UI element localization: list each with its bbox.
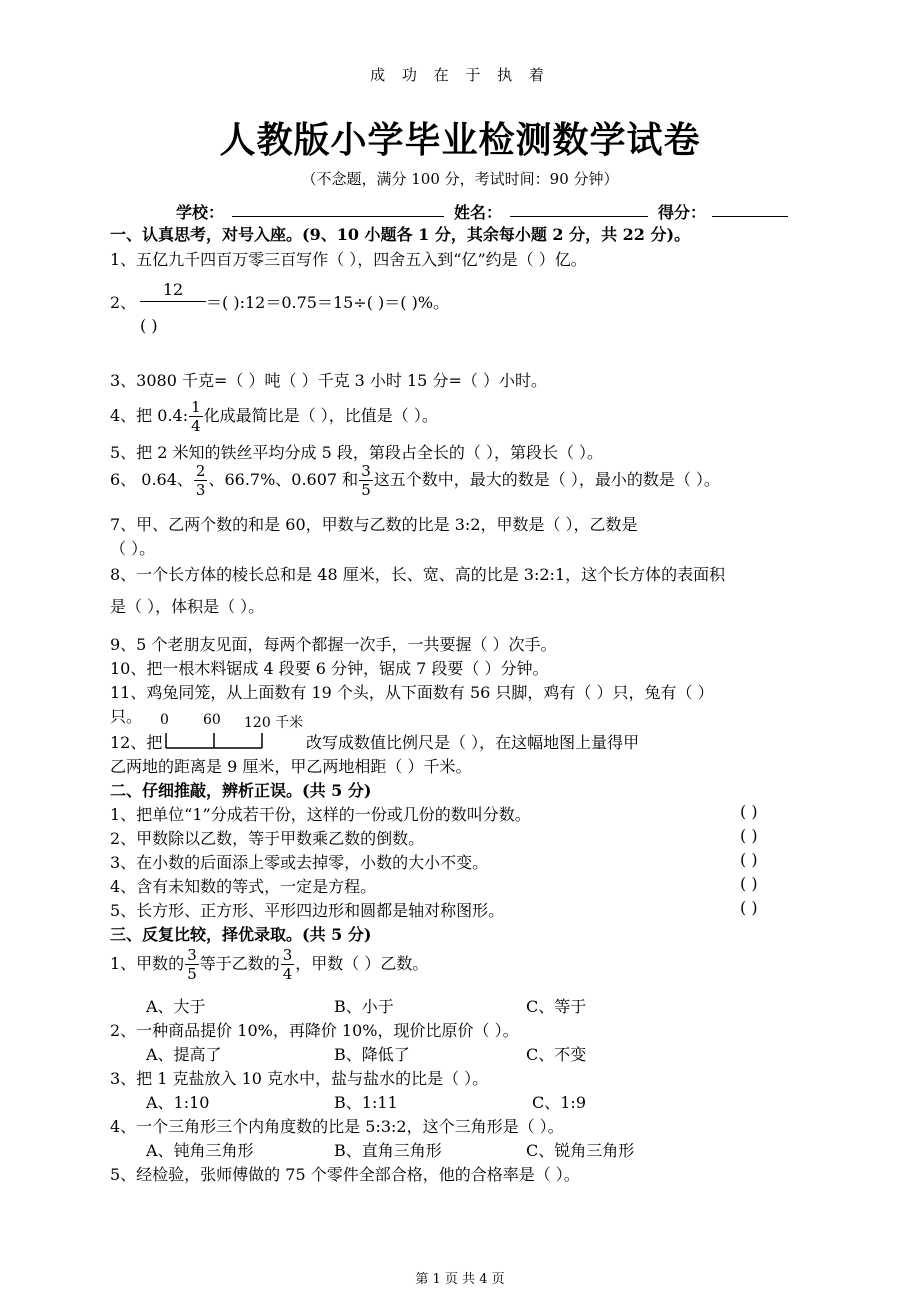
- q6-text-a: 6、 0.64、: [110, 470, 193, 489]
- section3-heading: 三、反复比较，择优录取。(共 5 分): [110, 925, 372, 944]
- name-label: 姓名：: [454, 203, 503, 222]
- question-1-9: 9、5 个老朋友见面，每两个都握一次手，一共要握（ ）次手。: [110, 635, 557, 654]
- c1-text-a: 1、甲数的: [110, 954, 185, 973]
- c2-option-b[interactable]: B、降低了: [334, 1045, 410, 1064]
- judge-item-3: 3、在小数的后面添上零或去掉零，小数的大小不变。: [110, 853, 489, 872]
- c1-den1: 5: [187, 965, 197, 983]
- q6-text-c: 这五个数中，最大的数是（ ），最小的数是（ ）。: [373, 470, 720, 489]
- judge-bracket-1[interactable]: ( ): [740, 802, 758, 821]
- c1-num1: 3: [187, 946, 197, 964]
- q6-den1: 3: [195, 481, 206, 499]
- scale-label-60: 60: [203, 712, 221, 728]
- score-label: 得分：: [658, 203, 707, 222]
- c4-option-a[interactable]: A、钝角三角形: [146, 1141, 254, 1160]
- q2-denominator: ( ): [140, 316, 158, 335]
- c2-option-c[interactable]: C、不变: [526, 1045, 587, 1064]
- question-1-7b: （ ）。: [110, 539, 156, 558]
- c1-text-c: ，甲数（ ）乙数。: [295, 954, 429, 973]
- question-1-7a: 7、甲、乙两个数的和是 60，甲数与乙数的比是 3:2，甲数是（ ），乙数是: [110, 515, 638, 534]
- page-header: 成 功 在 于 执 着: [370, 66, 550, 84]
- judge-item-2: 2、甲数除以乙数，等于甲数乘乙数的倒数。: [110, 829, 425, 848]
- c1-option-c[interactable]: C、等于: [526, 997, 587, 1016]
- school-field[interactable]: [232, 200, 444, 217]
- c1-fraction-1: [185, 946, 199, 983]
- q12-text-b: 改写成数值比例尺是（ ），在这幅地图上量得甲: [306, 733, 640, 752]
- judge-bracket-5[interactable]: ( ): [740, 898, 758, 917]
- q2-numerator: 12: [140, 280, 206, 302]
- q2-prefix: 2、: [110, 293, 137, 312]
- question-1-3: 3、3080 千克=（ ）吨（ ）千克 3 小时 15 分=（ ）小时。: [110, 371, 547, 390]
- line-scale: [164, 732, 266, 750]
- question-1-11a: 11、鸡兔同笼，从上面数有 19 个头，从下面数有 56 只脚，鸡有（ ）只，兔有（ ）: [110, 683, 714, 702]
- q12-text-c: 乙两地的距离是 9 厘米，甲乙两地相距（ ）千米。: [110, 757, 472, 776]
- judge-item-5: 5、长方形、正方形、平形四边形和圆都是轴对称图形。: [110, 901, 505, 920]
- c3-option-b[interactable]: B、1:11: [334, 1093, 398, 1112]
- q4-fraction: [189, 398, 203, 435]
- section2-heading: 二、仔细推敲，辨析正误。(共 5 分): [110, 781, 372, 800]
- question-1-6: [110, 462, 720, 499]
- choice-question-5: 5、经检验，张师傅做的 75 个零件全部合格，他的合格率是（ ）。: [110, 1165, 580, 1184]
- question-1-10: 10、把一根木料锯成 4 段要 6 分钟，锯成 7 段要（ ）分钟。: [110, 659, 549, 678]
- q6-num2: 3: [361, 462, 371, 480]
- c1-text-b: 等于乙数的: [199, 954, 280, 973]
- question-1-8a: 8、一个长方体的棱长总和是 48 厘米，长、宽、高的比是 3:2:1，这个长方体的表面积: [110, 565, 726, 584]
- exam-subtitle: （不念题，满分 100 分，考试时间：90 分钟）: [301, 170, 619, 188]
- question-1-8b: 是（ ），体积是（ ）。: [110, 597, 265, 616]
- question-1-5: 5、把 2 米知的铁丝平均分成 5 段，第段占全长的（ ），第段长（ ）。: [110, 443, 604, 462]
- exam-title: 人教版小学毕业检测数学试卷: [219, 119, 701, 161]
- q6-text-b: 、66.7%、0.607 和: [208, 470, 359, 489]
- c4-option-b[interactable]: B、直角三角形: [334, 1141, 442, 1160]
- c3-option-c[interactable]: C、1:9: [532, 1093, 586, 1112]
- name-field[interactable]: [510, 200, 648, 217]
- section1-heading: 一、认真思考，对号入座。(9、10 小题各 1 分，其余每小题 2 分，共 22 分)。: [110, 225, 691, 244]
- q2-body: ＝( ):12＝0.75＝15÷( )＝( )%。: [206, 293, 450, 312]
- question-1-11b: 只。: [110, 707, 143, 726]
- judge-bracket-2[interactable]: ( ): [740, 826, 758, 845]
- q6-num1: 2: [195, 462, 206, 480]
- c1-option-b[interactable]: B、小于: [334, 997, 394, 1016]
- c1-den2: 4: [282, 965, 293, 983]
- q6-fraction-1: [194, 462, 208, 499]
- choice-question-4: 4、一个三角形三个内角度数的比是 5:3:2，这个三角形是（ ）。: [110, 1117, 564, 1136]
- judge-bracket-4[interactable]: ( ): [740, 874, 758, 893]
- scale-label-0: 0: [160, 712, 169, 728]
- judge-bracket-3[interactable]: ( ): [740, 850, 758, 869]
- choice-question-1: [110, 946, 428, 983]
- q4-text-a: 4、把 0.4:: [110, 406, 189, 425]
- c1-num2: 3: [282, 946, 293, 964]
- c1-option-a[interactable]: A、大于: [146, 997, 206, 1016]
- judge-item-1: 1、把单位“1”分成若干份，这样的一份或几份的数叫分数。: [110, 805, 531, 824]
- score-field[interactable]: [712, 200, 788, 217]
- c3-option-a[interactable]: A、1:10: [146, 1093, 210, 1112]
- q12-text-a: 12、把: [110, 733, 163, 752]
- c1-fraction-2: [281, 946, 295, 983]
- question-1-1: 1、五亿九千四百万零三百写作（ ），四舍五入到“亿”约是（ ）亿。: [110, 250, 587, 269]
- page-footer: 第 1 页 共 4 页: [415, 1272, 505, 1287]
- q6-fraction-2: [359, 462, 373, 499]
- choice-question-2: 2、一种商品提价 10%，再降价 10%，现价比原价（ ）。: [110, 1021, 519, 1040]
- choice-question-3: 3、把 1 克盐放入 10 克水中，盐与盐水的比是（ ）。: [110, 1069, 489, 1088]
- q4-text-b: 化成最简比是（ ），比值是（ ）。: [203, 406, 438, 425]
- judge-item-4: 4、含有未知数的等式，一定是方程。: [110, 877, 377, 896]
- question-1-4: [110, 398, 438, 435]
- q4-den: 4: [191, 417, 201, 435]
- q6-den2: 5: [361, 481, 371, 499]
- q4-num: 1: [191, 398, 201, 416]
- school-label: 学校：: [176, 203, 225, 222]
- scale-label-120: 120 千米: [244, 715, 304, 731]
- c4-option-c[interactable]: C、锐角三角形: [526, 1141, 635, 1160]
- c2-option-a[interactable]: A、提高了: [146, 1045, 222, 1064]
